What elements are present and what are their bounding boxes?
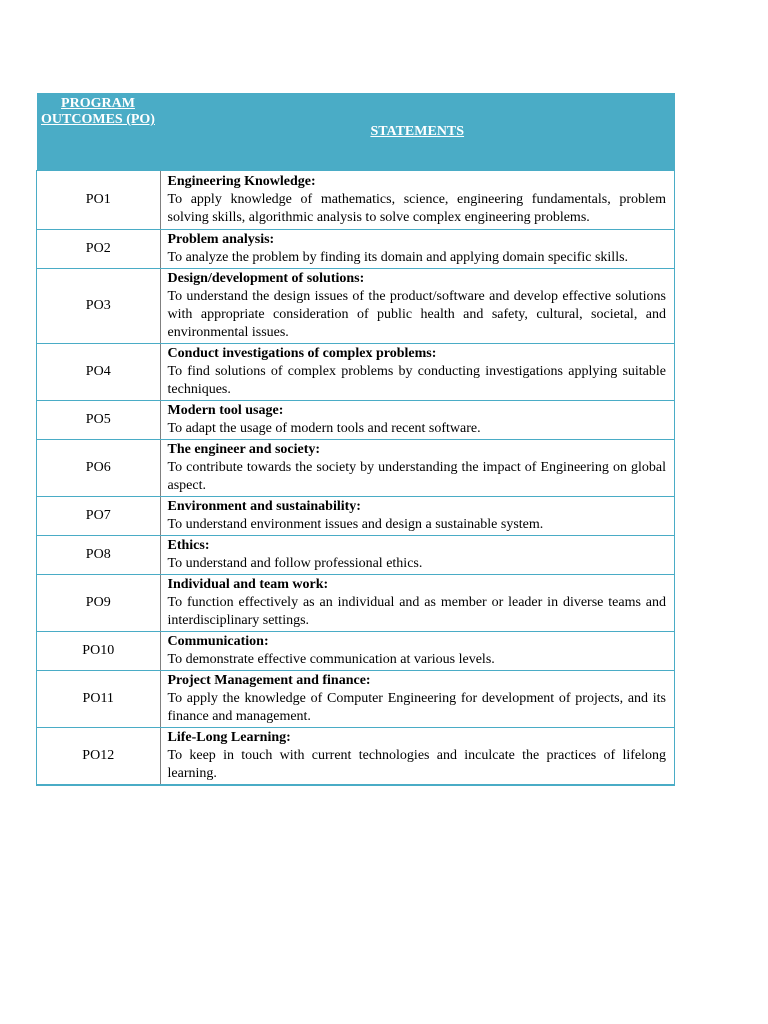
statement-cell	[160, 171, 675, 230]
statement-title: Design/development of solutions:	[167, 271, 365, 286]
statement-title: Modern tool usage:	[167, 403, 284, 418]
table-header	[37, 93, 675, 171]
statement-text: To understand and follow professional ethics.	[167, 556, 423, 571]
table-row	[37, 632, 675, 671]
table-row	[37, 171, 675, 230]
statement-text: To function effectively as an individual and as member or leader in diverse teams and interdisciplinary settings.	[167, 595, 666, 628]
table-row	[37, 440, 675, 497]
statement-title: Problem analysis:	[167, 232, 275, 247]
statement-title: Environment and sustainability:	[167, 499, 361, 514]
program-outcomes-table	[36, 93, 675, 786]
statement-cell	[160, 269, 675, 344]
po-code: PO1	[37, 171, 161, 230]
statement-cell	[160, 401, 675, 440]
statement-text: To demonstrate effective communication at various levels.	[167, 652, 495, 667]
po-code: PO4	[37, 344, 161, 401]
table-row	[37, 728, 675, 786]
po-code: PO6	[37, 440, 161, 497]
statement-title: The engineer and society:	[167, 442, 321, 457]
statement-title: Life-Long Learning:	[167, 730, 291, 745]
po-code: PO12	[37, 728, 161, 786]
statement-cell	[160, 632, 675, 671]
table-row	[37, 344, 675, 401]
table-row	[37, 269, 675, 344]
statement-title: Engineering Knowledge:	[167, 174, 316, 189]
statement-text: To adapt the usage of modern tools and recent software.	[167, 421, 481, 436]
statement-text: To understand the design issues of the product/software and develop effective solutions with appropriate consideration of public health and safety, cultural, societal, and environmental issues.	[167, 289, 666, 340]
statement-cell	[160, 344, 675, 401]
statement-text: To contribute towards the society by understanding the impact of Engineering on global aspect.	[167, 460, 666, 493]
statement-title: Ethics:	[167, 538, 210, 553]
statement-text: To apply knowledge of mathematics, science, engineering fundamentals, problem solving skills, algorithmic analysis to solve complex engineering problems.	[167, 192, 666, 225]
table-row	[37, 401, 675, 440]
statement-title: Individual and team work:	[167, 577, 329, 592]
statement-cell	[160, 575, 675, 632]
statement-cell	[160, 671, 675, 728]
header-po-label: PROGRAM OUTCOMES (PO)	[41, 96, 155, 127]
po-code: PO7	[37, 497, 161, 536]
table-row	[37, 536, 675, 575]
po-code: PO5	[37, 401, 161, 440]
table-body	[37, 171, 675, 786]
po-code: PO2	[37, 230, 161, 269]
statement-cell	[160, 230, 675, 269]
statement-text: To understand environment issues and design a sustainable system.	[167, 517, 544, 532]
statement-text: To analyze the problem by finding its domain and applying domain specific skills.	[167, 250, 629, 265]
statement-text: To apply the knowledge of Computer Engineering for development of projects, and its finance and management.	[167, 691, 666, 724]
statement-cell	[160, 440, 675, 497]
po-code: PO9	[37, 575, 161, 632]
statement-title: Communication:	[167, 634, 269, 649]
table-row	[37, 575, 675, 632]
statement-cell	[160, 497, 675, 536]
po-code: PO3	[37, 269, 161, 344]
statement-text: To find solutions of complex problems by conducting investigations applying suitable techniques.	[167, 364, 666, 397]
table-row	[37, 671, 675, 728]
header-statements: STATEMENTS	[160, 93, 675, 171]
header-po	[37, 93, 161, 171]
table-row	[37, 497, 675, 536]
po-code: PO11	[37, 671, 161, 728]
statement-text: To keep in touch with current technologies and inculcate the practices of lifelong learning.	[167, 748, 666, 781]
statement-cell	[160, 728, 675, 786]
header-row	[37, 93, 675, 171]
table-row	[37, 230, 675, 269]
po-code: PO8	[37, 536, 161, 575]
statement-title: Project Management and finance:	[167, 673, 371, 688]
po-code: PO10	[37, 632, 161, 671]
statement-cell	[160, 536, 675, 575]
statement-title: Conduct investigations of complex problems:	[167, 346, 437, 361]
